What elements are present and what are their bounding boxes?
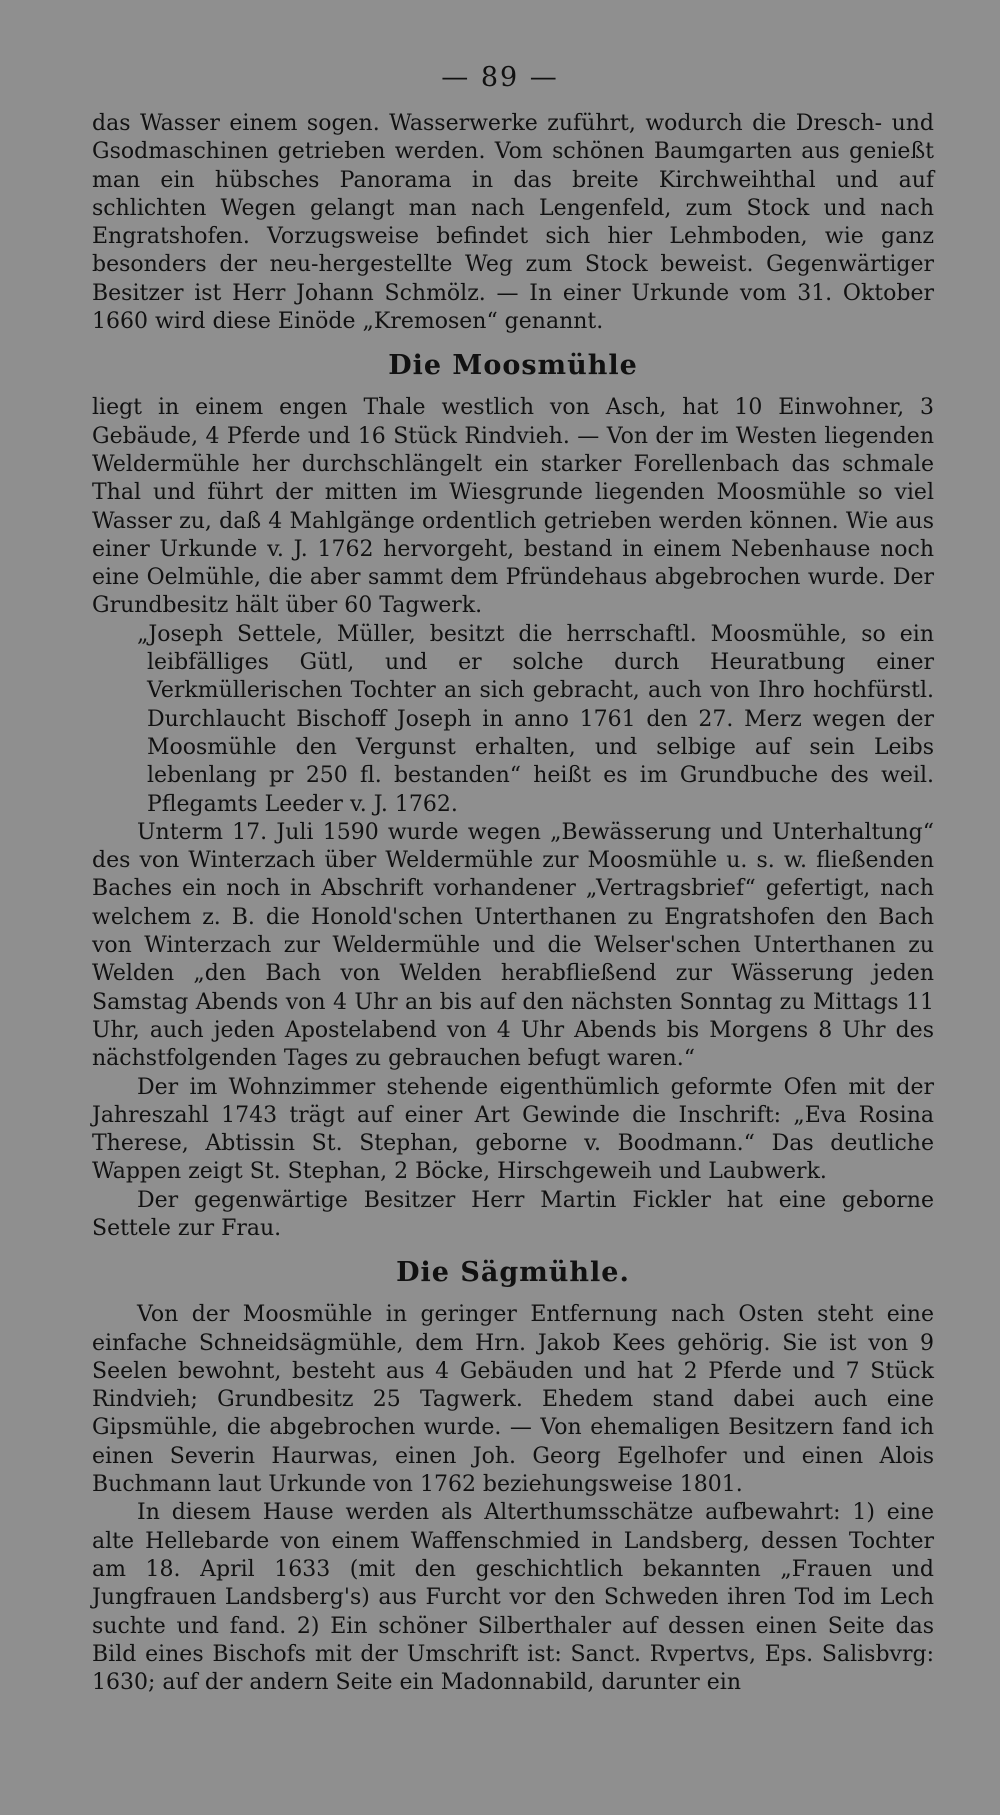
paragraph-moos-4: Der gegenwärtige Besitzer Herr Martin Fickler hat eine geborne Settele zur Frau. <box>92 1187 934 1241</box>
paragraph-moos-3: Der im Wohnzimmer stehende eigenthümlich geformte Ofen mit der Jahreszahl 1743 trägt auf einer Art Gewinde die Inschrift: „Eva Rosina Therese, Abtissin St. Stephan, geborne v. Boodmann.“ Das deutliche Wappen zeigt St. Stephan, 2 Böcke, Hirschgeweih und Laubwerk. <box>92 1074 934 1185</box>
section-heading-saegmuehle: Die Sägmühle. <box>396 1257 630 1289</box>
paragraph-intro: das Wasser einem sogen. Wasserwerke zuführt, wodurch die Dresch- und Gsodmaschinen getrieben werden. Vom schönen Baumgarten aus genießt man ein hübsches Panorama in das breite Kirchweihthal und auf schlichten Wegen gelangt man nach Lengenfeld, zum Stock und nach Engratshofen. Vorzugsweise befindet sich hier Lehmboden, wie ganz besonders der neu-hergestellte Weg zum Stock beweist. Gegenwärtiger Besitzer ist Herr Johann Schmölz. — In einer Urkunde vom 31. Oktober 1660 wird diese Einöde „Kremosen“ genannt. <box>92 111 934 335</box>
section-heading-moosmuehle: Die Moosmühle <box>388 350 638 382</box>
paragraph-moos-2: Unterm 17. Juli 1590 wurde wegen „Bewässerung und Unterhaltung“ des von Winterzach über Weldermühle zur Moosmühle u. s. w. fließenden Baches ein noch in Abschrift vorhandener „Vertragsbrief“ gefertigt, nach welchem z. B. die Honold'schen Unterthanen zu Engratshofen den Bach von Winterzach zur Weldermühle und die Welser'schen Unterthanen zu Welden „den Bach von Welden herabfließend zur Wässerung jeden Samstag Abends von 4 Uhr an bis auf den nächsten Sonntag zu Mittags 11 Uhr, auch jeden Apostelabend von 4 Uhr Abends bis Morgens 8 Uhr des nächstfolgenden Tages zu gebrauchen befugt waren.“ <box>92 819 934 1072</box>
text-body <box>92 110 934 1697</box>
paragraph-moos-1: liegt in einem engen Thale westlich von Asch, hat 10 Einwohner, 3 Gebäude, 4 Pferde und 16 Stück Rindvieh. — Von der im Westen liegenden Weldermühle her durchschlängelt ein starker Forellenbach das schmale Thal und führt der mitten im Wiesgrunde liegenden Moosmühle so viel Wasser zu, daß 4 Mahlgänge ordentlich getrieben werden können. Wie aus einer Urkunde v. J. 1762 hervorgeht, bestand in einem Nebenhause noch eine Oelmühle, die aber sammt dem Pfründehaus abgebrochen wurde. Der Grundbesitz hält über 60 Tagwerk. <box>92 395 934 619</box>
paragraph-saeg-2: In diesem Hause werden als Alterthumsschätze aufbewahrt: 1) eine alte Hellebarde von einem Waffenschmied in Landsberg, dessen Tochter am 18. April 1633 (mit den geschichtlich bekannten „Frauen und Jungfrauen Landsberg's) aus Furcht vor den Schweden ihren Tod im Lech suchte und fand. 2) Ein schöner Silberthaler auf dessen einen Seite das Bild eines Bischofs mit der Umschrift ist: Sanct. Rvpertvs, Eps. Salisbvrg: 1630; auf der andern Seite ein Madonnabild, darunter ein <box>92 1500 934 1696</box>
quote-grundbuch: „Joseph Settele, Müller, besitzt die herrschaftl. Moosmühle, so ein leibfälliges Gütl, und er solche durch Heuratbung einer Verkmüllerischen Tochter an sich gebracht, auch von Ihro hochfürstl. Durchlaucht Bischoff Joseph in anno 1761 den 27. Merz wegen der Moosmühle den Vergunst erhalten, und selbige auf sein Leibs lebenlang pr 250 fl. bestanden“ heißt es im Grundbuche des weil. Pflegamts Leeder v. J. 1762. <box>137 621 934 817</box>
paragraph-saeg-1: Von der Moosmühle in geringer Entfernung nach Osten steht eine einfache Schneidsägmühle, dem Hrn. Jakob Kees gehörig. Sie ist von 9 Seelen bewohnt, besteht aus 4 Gebäuden und hat 2 Pferde und 7 Stück Rindvieh; Grundbesitz 25 Tagwerk. Ehedem stand dabei auch eine Gipsmühle, die abgebrochen wurde. — Von ehemaligen Besitzern fand ich einen Severin Haurwas, einen Joh. Georg Egelhofer und einen Alois Buchmann laut Urkunde von 1762 beziehungsweise 1801. <box>92 1302 934 1498</box>
page-number: — 89 — <box>441 62 559 93</box>
